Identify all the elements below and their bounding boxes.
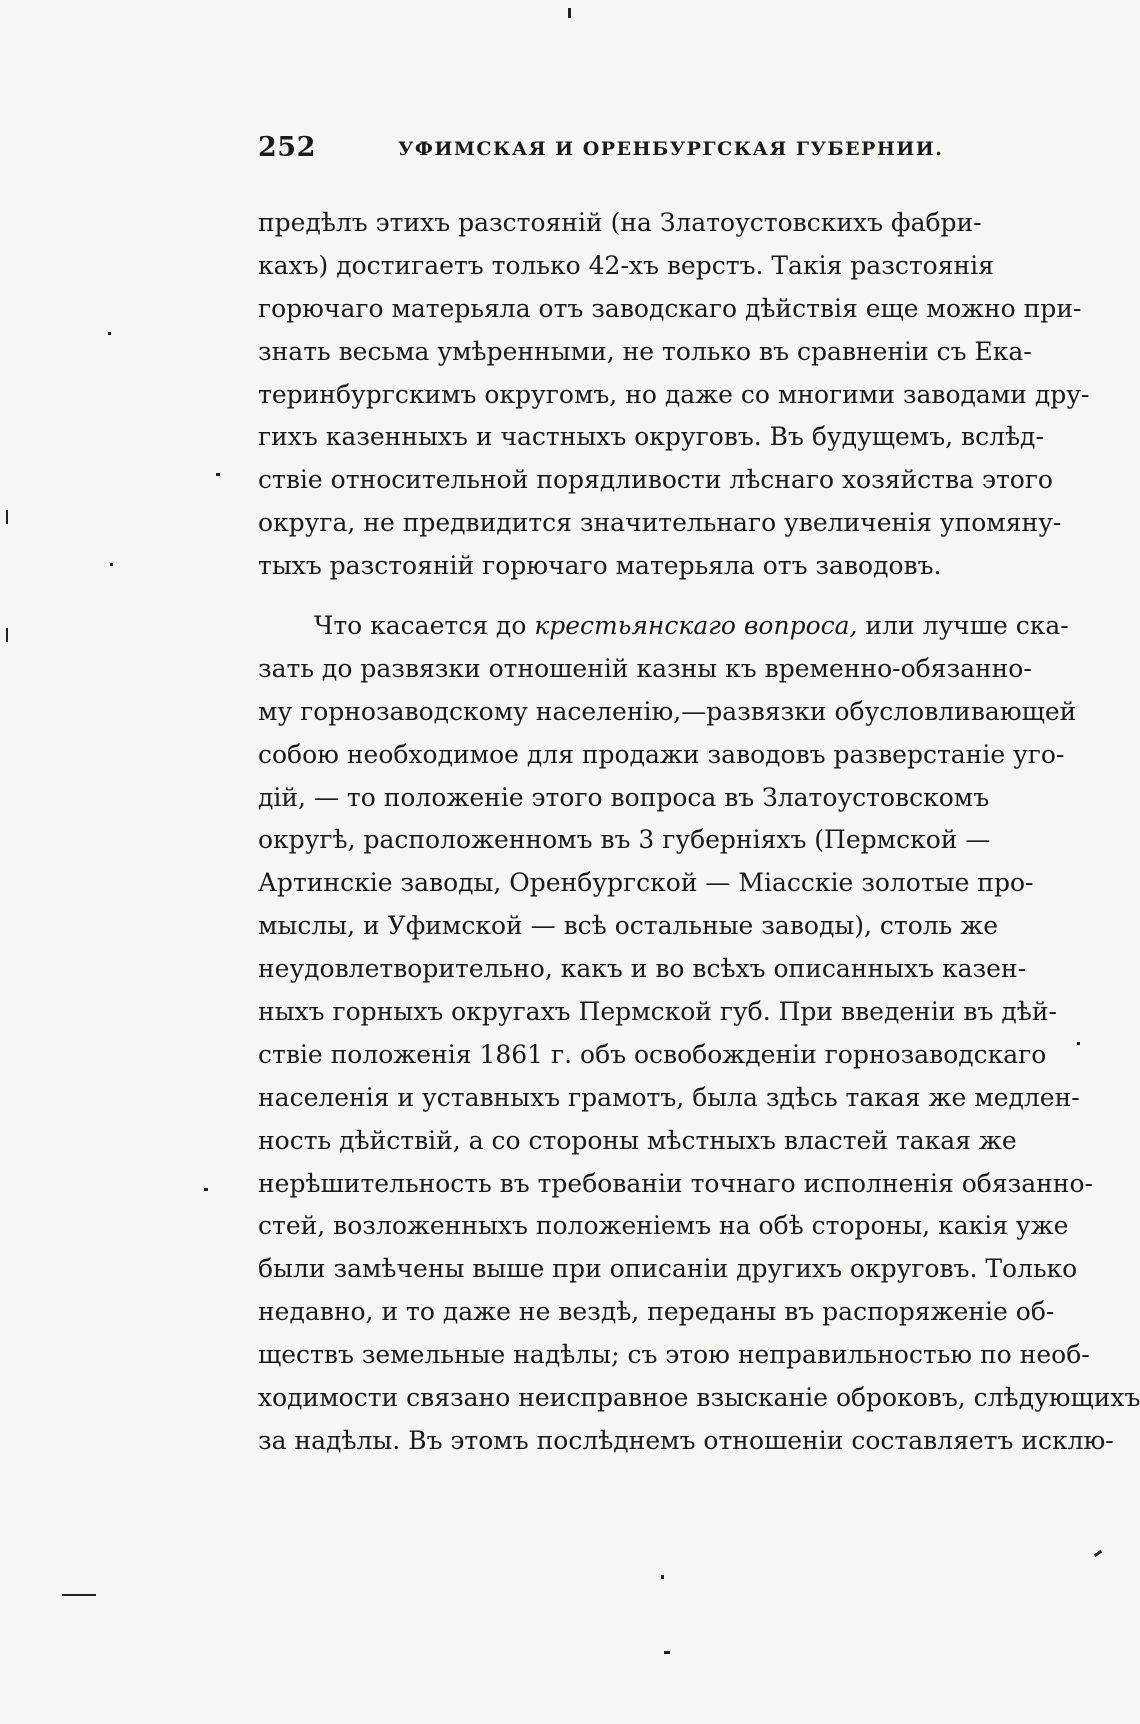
text-line: знать весьма умѣренными, не только въ сравненіи съ Ека- <box>258 336 1032 366</box>
text-line: ствіе относительной порядливости лѣснаго хозяйства этого <box>258 465 1053 495</box>
text-line: были замѣчены выше при описаніи другихъ округовъ. Только <box>258 1254 1078 1284</box>
scan-mark <box>110 563 113 566</box>
scan-mark <box>62 1594 96 1596</box>
scan-mark <box>568 8 571 18</box>
text-line: дій, — то положеніе этого вопроса въ Златоустовскомъ <box>258 782 990 812</box>
text-line: зать до развязки отношеній казны къ временно-обязанно- <box>258 653 1032 683</box>
paragraph-1 <box>258 202 1090 588</box>
scan-mark <box>204 1188 208 1191</box>
page-header <box>258 132 944 172</box>
text-line: ныхъ горныхъ округахъ Пермской губ. При введеніи въ дѣй- <box>258 997 1057 1027</box>
text-line: населенія и уставныхъ грамотъ, была здѣсь такая же медлен- <box>258 1082 1080 1112</box>
scan-mark <box>6 510 8 524</box>
text-line: теринбургскимъ округомъ, но даже со многими заводами дру- <box>258 379 1090 409</box>
text-line: горючаго матерьяла отъ заводскаго дѣйствія еще можно при- <box>258 293 1082 323</box>
text-run: или лучше ска- <box>857 611 1069 641</box>
scan-mark <box>108 332 111 335</box>
paragraph-2 <box>258 605 1140 1463</box>
scan-mark <box>661 1575 664 1579</box>
emphasized-term: крестьянскаго вопроса, <box>534 611 858 641</box>
page-number: 252 <box>258 132 316 163</box>
text-line: предѣлъ этихъ разстояній (на Златоустовскихъ фабри- <box>258 208 982 237</box>
text-line: неудовлетворительно, какъ и во всѣхъ описанныхъ казен- <box>258 954 1027 984</box>
text-line: ствіе положенія 1861 г. объ освобожденіи горнозаводскаго <box>258 1039 1047 1069</box>
text-line: ществъ земельные надѣлы; съ этою неправильностью по необ- <box>258 1340 1090 1370</box>
scan-mark <box>216 473 220 476</box>
text-line: ность дѣйствій, а со стороны мѣстныхъ властей такая же <box>258 1125 1017 1155</box>
running-head: УФИМСКАЯ И ОРЕНБУРГСКАЯ ГУБЕРНИИ. <box>398 138 944 160</box>
scan-mark <box>6 628 8 642</box>
text-line: стей, возложенныхъ положеніемъ на обѣ стороны, какія уже <box>258 1211 1069 1241</box>
text-line: нерѣшительность въ требованіи точнаго исполненія обязанно- <box>258 1168 1093 1198</box>
paragraph-break <box>258 588 852 605</box>
text-line: за надѣлы. Въ этомъ послѣднемъ отношеніи составляетъ исклю- <box>258 1425 1114 1455</box>
text-line: мыслы, и Уфимской — всѣ остальные заводы), столь же <box>258 911 999 941</box>
text-line: тыхъ разстояній горючаго матерьяла отъ заводовъ. <box>258 551 942 581</box>
text-line: гихъ казенныхъ и частныхъ округовъ. Въ будущемъ, вслѣд- <box>258 422 1044 452</box>
text-line: собою необходимое для продажи заводовъ разверстаніе уго- <box>258 739 1065 769</box>
text-line: округѣ, расположенномъ въ 3 губерніяхъ (Пермской — <box>258 825 991 855</box>
text-line: ходимости связано неисправное взысканіе оброковъ, слѣдующихъ <box>258 1383 1140 1413</box>
text-line: недавно, и то даже не вездѣ, переданы въ распоряженіе об- <box>258 1297 1055 1327</box>
text-line: Артинскіе заводы, Оренбургской — Міасскіе золотые про- <box>258 868 1034 898</box>
text-run: Что касается до <box>314 611 535 641</box>
text-line-first <box>258 605 1069 648</box>
body-text <box>258 202 1140 1463</box>
text-line: округа, не предвидится значительнаго увеличенія упомяну- <box>258 508 1062 538</box>
scan-mark <box>664 1651 670 1654</box>
scan-mark <box>1077 1042 1080 1045</box>
scan-mark <box>1094 1550 1102 1557</box>
text-line: кахъ) достигаетъ только 42-хъ верстъ. Такія разстоянія <box>258 250 994 280</box>
text-line: му горнозаводскому населенію,—развязки обусловливающей <box>258 696 1077 726</box>
